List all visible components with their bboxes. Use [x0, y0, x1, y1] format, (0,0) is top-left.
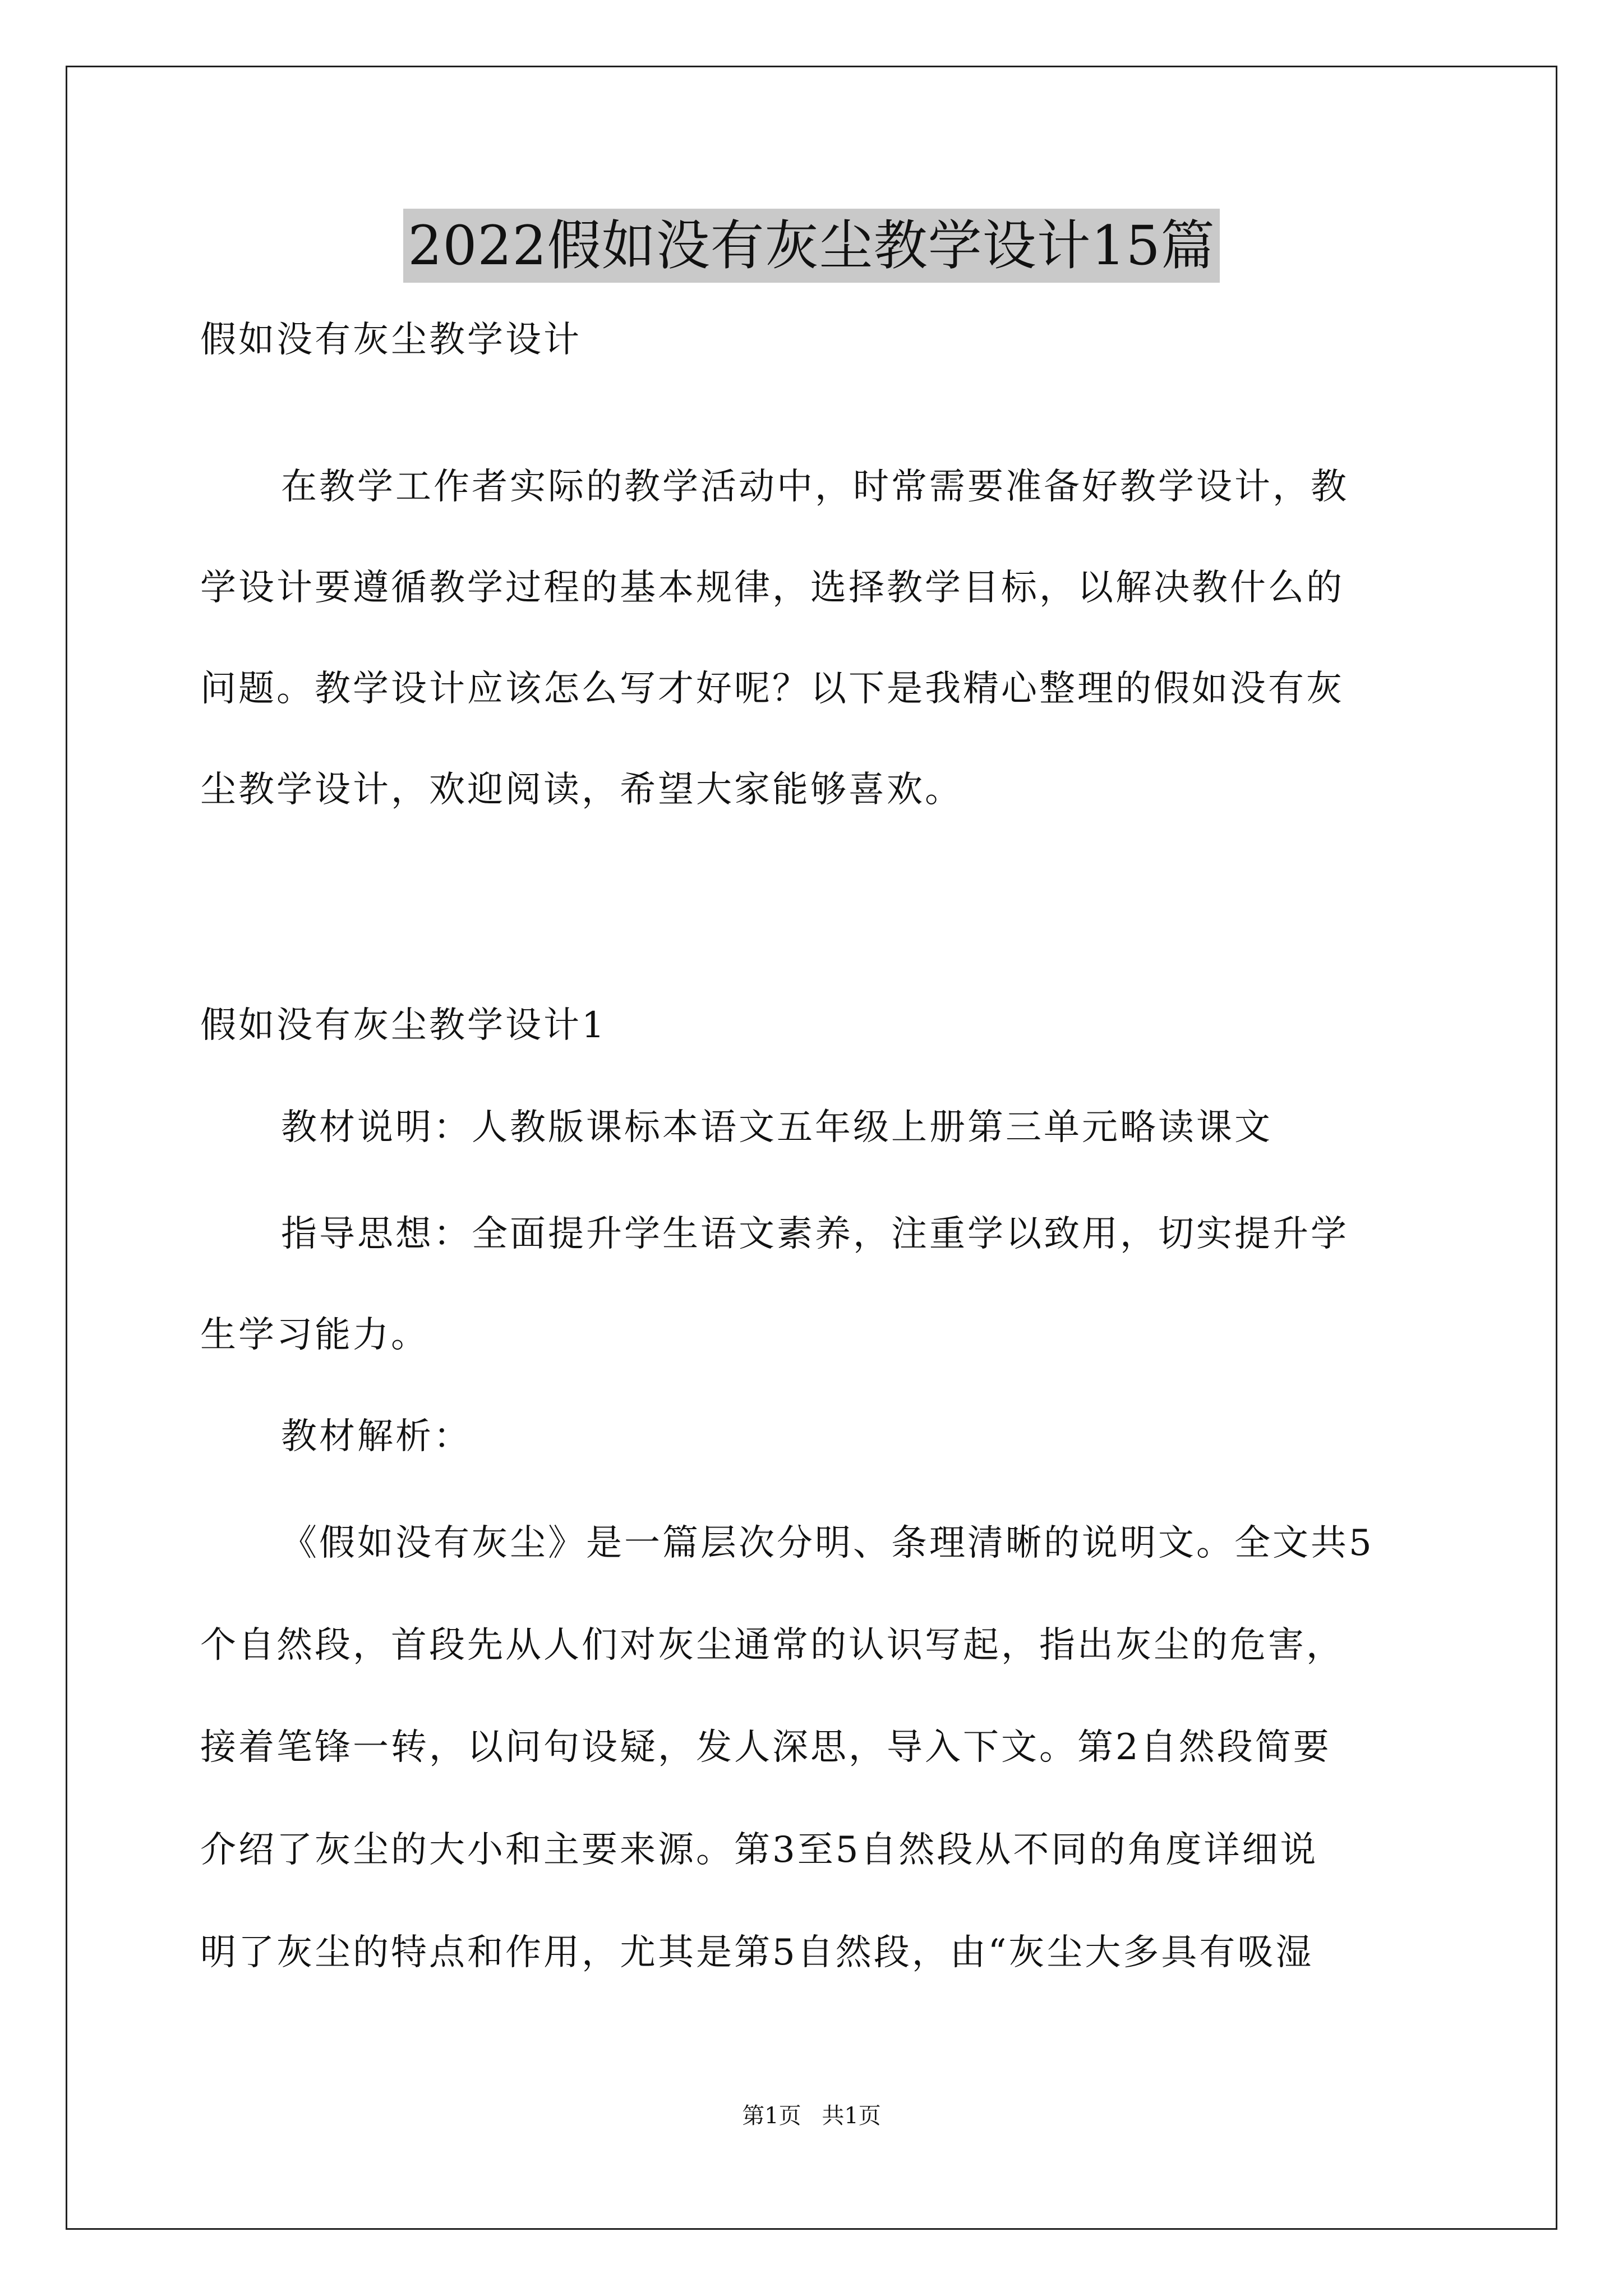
document-title: 2022假如没有灰尘教学设计15篇: [403, 209, 1219, 283]
section-heading: 假如没有灰尘教学设计: [200, 319, 582, 361]
paragraph-line: 学设计要遵循教学过程的基本规律，选择教学目标，以解决教什么的: [200, 567, 1344, 609]
paragraph-line: 介绍了灰尘的大小和主要来源。第3至5自然段从不同的角度详细说: [200, 1829, 1318, 1871]
paragraph-line: 个自然段，首段先从人们对灰尘通常的认识写起，指出灰尘的危害，: [200, 1625, 1344, 1666]
paragraph-line: 生学习能力。: [200, 1314, 429, 1356]
title-container: [0, 209, 1623, 283]
paragraph-line: 尘教学设计，欢迎阅读，希望大家能够喜欢。: [200, 769, 963, 811]
paragraph-line: 教材说明：人教版课标本语文五年级上册第三单元略读课文: [281, 1107, 1272, 1148]
paragraph-line: 《假如没有灰尘》是一篇层次分明、条理清晰的说明文。全文共5: [281, 1522, 1374, 1564]
paragraph-line: 问题。教学设计应该怎么写才好呢？以下是我精心整理的假如没有灰: [200, 668, 1344, 710]
paragraph-line: 明了灰尘的特点和作用，尤其是第5自然段，由“灰尘大多具有吸湿: [200, 1932, 1314, 1973]
paragraph-line: 教材解析：: [281, 1416, 472, 1457]
page-footer: 第1页 共1页: [742, 2103, 881, 2129]
section-heading: 假如没有灰尘教学设计1: [200, 1005, 607, 1046]
paragraph-line: 指导思想：全面提升学生语文素养，注重学以致用，切实提升学: [281, 1213, 1349, 1255]
paragraph-line: 接着笔锋一转，以问句设疑，发人深思，导入下文。第2自然段简要: [200, 1727, 1331, 1768]
paragraph-line: 在教学工作者实际的教学活动中，时常需要准备好教学设计，教: [281, 466, 1349, 508]
